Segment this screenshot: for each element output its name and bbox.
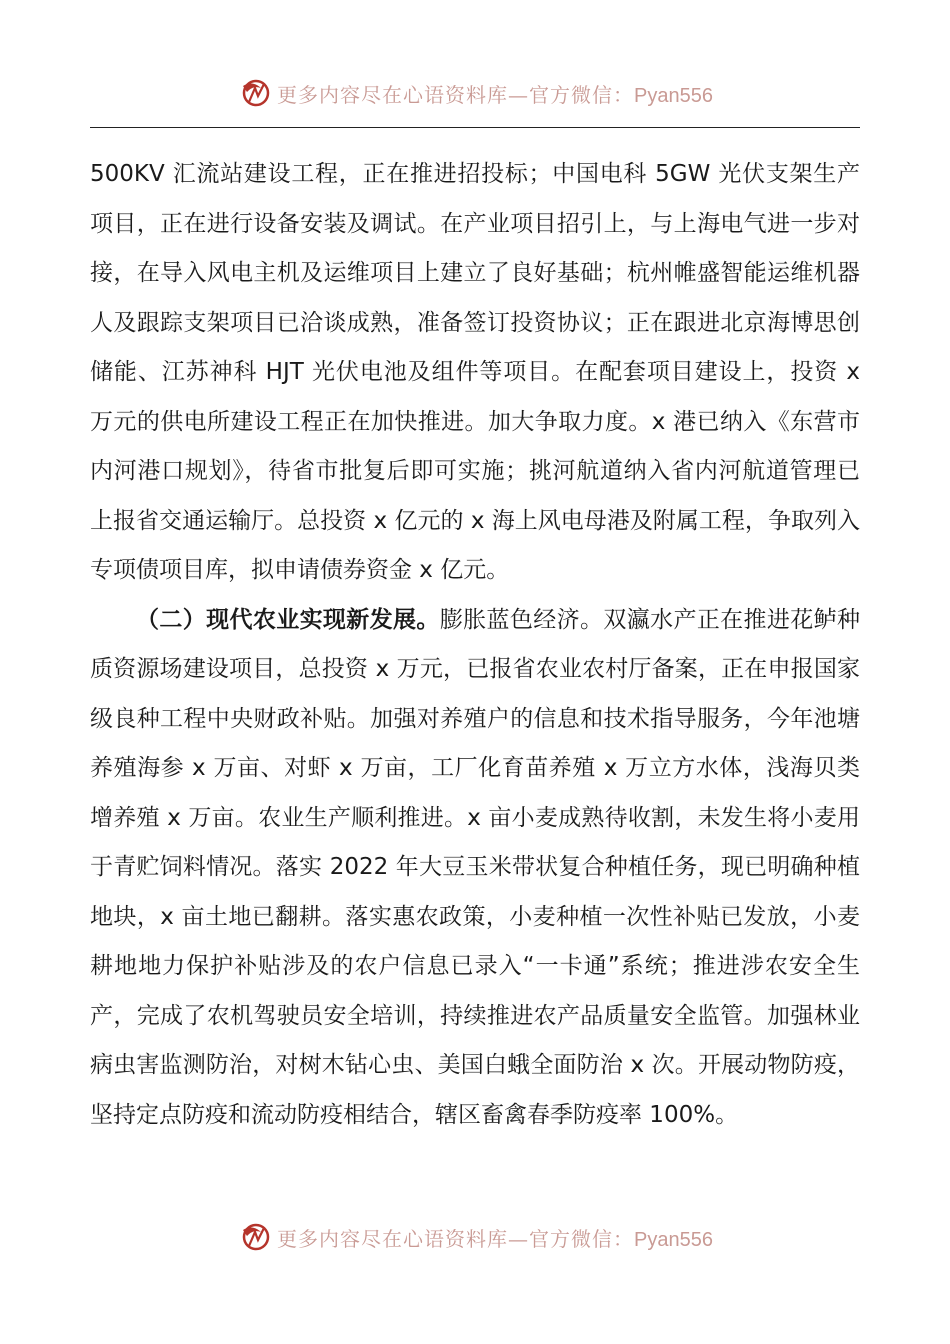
paragraph-1: 500KV 汇流站建设工程，正在推进招投标；中国电科 5GW 光伏支架生产项目，正在进行设备安装及调试。在产业项目招引上，与上海电气进一步对接，在导入风电主机及运维项目上建立了良好基础；杭州帷盛智能运维机器人及跟踪支架项目已洽谈成熟，准备签订投资协议；正在跟进北京海博思创储能、江苏神科 HJT 光伏电池及组件等项目。在配套项目建设上，投资 x 万元的供电所建设工程正在加快推进。加大争取力度。x 港已纳入《东营市内河港口规划》，待省市批复后即可实施；挑河航道纳入省内河航道管理已上报省交通运输厅。总投资 x 亿元的 x 海上风电母港及附属工程，争取列入专项债项目库，拟申请债券资金 x 亿元。: [90, 161, 860, 583]
logo-icon: [237, 76, 271, 110]
watermark-text: 更多内容尽在心语资料库—官方微信：Pyan556: [277, 82, 713, 107]
paragraph-2-text: 膨胀蓝色经济。双瀛水产正在推进花鲈种质资源场建设项目，总投资 x 万元，已报省农业农村厅备案，正在申报国家级良种工程中央财政补贴。加强对养殖户的信息和技术指导服务，今年池塘养殖海参 x 万亩、对虾 x 万亩，工厂化育苗养殖 x 万立方水体，浅海贝类增养殖 x 万亩。农业生产顺利推进。x 亩小麦成熟待收割，未发生将小麦用于青贮饲料情况。落实 2022 年大豆玉米带状复合种植任务，现已明确种植地块，x 亩土地已翻耕。落实惠农政策，小麦种植一次性补贴已发放，小麦耕地地力保护补贴涉及的农户信息已录入“一卡通”系统；推进涉农安全生产，完成了农机驾驶员安全培训，持续推进农产品质量安全监管。加强林业病虫害监测防治，对树木钻心虫、美国白蛾全面防治 x 次。开展动物防疫，坚持定点防疫和流动防疫相结合，辖区畜禽春季防疫率 100%。: [90, 606, 861, 1128]
paragraph-2: [90, 596, 860, 1141]
header-watermark: [0, 73, 950, 113]
section-heading: （二）现代农业实现新发展。: [136, 606, 440, 633]
document-body: [90, 150, 860, 1140]
logo-icon: [237, 1220, 271, 1254]
footer-watermark: [0, 1217, 950, 1257]
watermark-text: 更多内容尽在心语资料库—官方微信：Pyan556: [277, 1226, 713, 1251]
header-divider: [90, 127, 860, 128]
